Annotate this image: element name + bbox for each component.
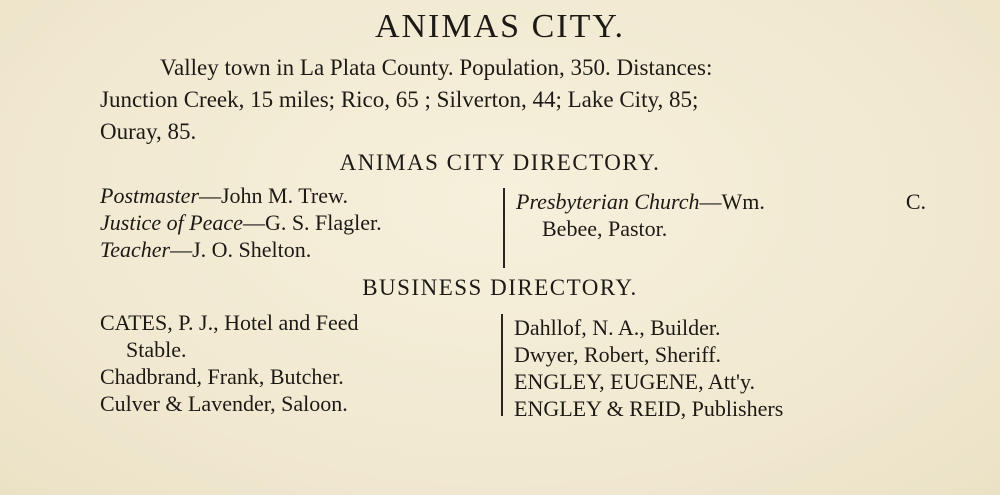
directory-entry [100, 182, 382, 209]
directory-role: Postmaster [100, 183, 199, 208]
business-entry-continuation: Stable. [126, 337, 187, 362]
directory-right-column [516, 188, 926, 242]
directory-left-column [100, 182, 382, 263]
page-title: ANIMAS CITY. [374, 8, 626, 45]
column-divider [503, 188, 505, 268]
business-entry: ENGLEY, EUGENE, Att'y. [514, 369, 756, 394]
directory-entry [100, 209, 382, 236]
directory-entry [516, 188, 926, 215]
intro-paragraph [100, 52, 940, 148]
business-right-column [514, 314, 783, 422]
directory-sep: — [199, 183, 221, 208]
directory-entry [100, 236, 382, 263]
column-divider [501, 314, 503, 416]
business-entry: CATES, P. J., Hotel and Feed [100, 310, 359, 335]
directory-role: Justice of Peace [100, 210, 243, 235]
business-entry: Culver & Lavender, Saloon. [100, 391, 348, 416]
directory-person: G. S. Flagler. [264, 210, 382, 235]
directory-sep: — [170, 237, 193, 262]
directory-role: Teacher [100, 237, 171, 262]
directory-sep: — [699, 189, 722, 214]
business-heading: BUSINESS DIRECTORY. [362, 275, 638, 300]
directory-entry-continuation: Bebee, Pastor. [542, 216, 668, 241]
directory-sep: — [242, 210, 265, 235]
business-left-column [100, 309, 359, 417]
intro-line-3: Ouray, 85. [100, 119, 197, 144]
business-entry: Dahllof, N. A., Builder. [514, 315, 721, 340]
business-entry: Dwyer, Robert, Sheriff. [514, 342, 722, 367]
directory-person-initial: C. [905, 189, 926, 214]
directory-person: John M. Trew. [221, 183, 348, 208]
directory-person: Wm. [721, 189, 765, 214]
intro-line-1: Valley town in La Plata County. Population, 350. Distances: [160, 55, 713, 80]
business-entry: Chadbrand, Frank, Butcher. [100, 364, 344, 389]
directory-person: J. O. Shelton. [192, 237, 312, 262]
directory-role: Presbyterian Church [516, 189, 700, 214]
directory-heading: ANIMAS CITY DIRECTORY. [339, 150, 661, 175]
business-entry: ENGLEY & REID, Publishers [514, 396, 784, 421]
intro-line-2: Junction Creek, 15 miles; Rico, 65 ; Silverton, 44; Lake City, 85; [100, 87, 699, 112]
